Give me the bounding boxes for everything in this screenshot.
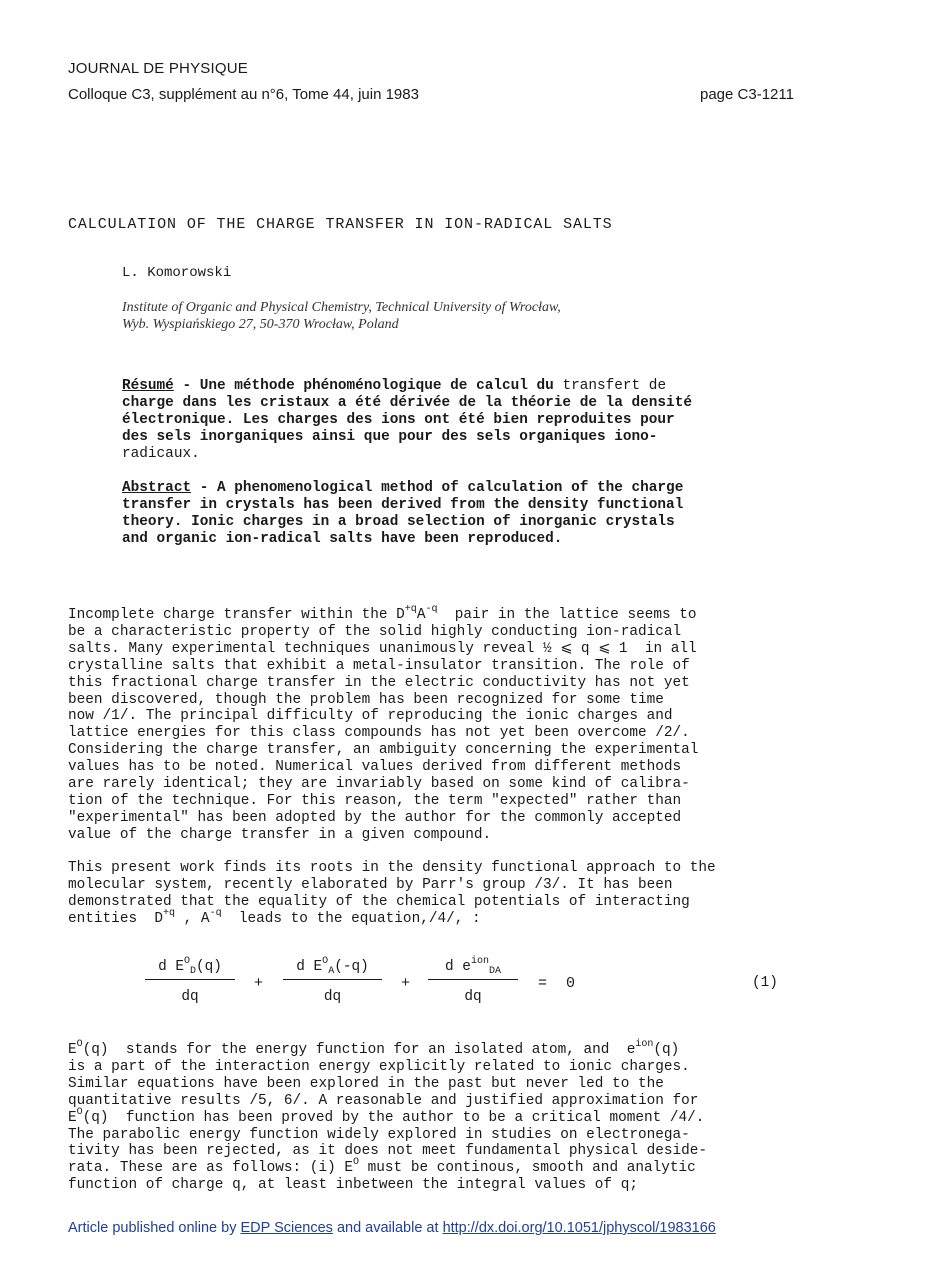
text-line: "experimental" has been adopted by the author for the commonly accepted — [68, 809, 682, 826]
eq-denominator: dq — [464, 989, 482, 1005]
text-line: values has to be noted. Numerical values derived from different methods — [68, 759, 682, 776]
text-run: (q) function has been proved by the author to be a critical moment /4/. — [82, 1109, 705, 1126]
superscript: O — [76, 1039, 83, 1050]
text-line: demonstrated that the equality of the chemical potentials of interacting — [68, 893, 690, 910]
text-line: been discovered, though the problem has been recognized for some time — [68, 691, 664, 708]
body-paragraph — [68, 604, 699, 844]
fraction-bar — [283, 979, 382, 980]
paper-title: CALCULATION OF THE CHARGE TRANSFER IN ION-RADICAL SALTS — [68, 216, 613, 233]
eq-text: d e — [445, 959, 471, 975]
body-paragraph — [68, 860, 716, 928]
text-run: must be continous, smooth and analytic — [359, 1160, 696, 1177]
text-line: crystalline salts that exhibit a metal-insulator transition. The role of — [68, 657, 690, 674]
superscript: +q — [163, 907, 176, 919]
text-line: function of charge q, at least inbetween the integral values of q; — [68, 1177, 638, 1194]
fraction-bar — [428, 979, 518, 980]
text-line: tion of the technique. For this reason, the term "expected" rather than — [68, 792, 682, 809]
text-line: this fractional charge transfer in the electric conductivity has not yet — [68, 674, 690, 691]
equation-term-interaction — [428, 955, 518, 1008]
text-run: E — [68, 1109, 77, 1126]
text-line: Similar equations have been explored in the past but never led to the — [68, 1075, 664, 1092]
eq-denominator: dq — [181, 989, 199, 1005]
charge-range: ½ ⩽ q ⩽ 1 — [542, 640, 628, 657]
equation-term-donor — [145, 955, 235, 1008]
eq-sub: DA — [488, 966, 501, 977]
abstract-text: and organic ion-radical salts have been reproduced. — [122, 530, 563, 547]
equation-zero: 0 — [566, 975, 576, 992]
resume-block — [122, 378, 692, 463]
equation-term-acceptor — [283, 955, 382, 1008]
superscript: -q — [209, 907, 222, 919]
eq-sup: O — [322, 956, 329, 967]
text-line: be a characteristic property of the solid highly conducting ion-radical — [68, 623, 682, 640]
affiliation-line: Wyb. Wyspiańskiego 27, 50-370 Wrocław, Poland — [122, 317, 399, 332]
resume-text: - Une méthode phénoménologique de calcul du — [173, 378, 563, 394]
eq-denominator: dq — [323, 989, 342, 1005]
plus-sign: + — [254, 975, 264, 992]
eq-sup: ion — [470, 956, 489, 967]
resume-text: des sels inorganiques ainsi que pour des sels organiques iono- — [122, 428, 658, 445]
text-line: Considering the charge transfer, an ambiguity concerning the experimental — [68, 742, 699, 759]
text-line: This present work finds its roots in the density functional approach to the — [68, 860, 716, 876]
fraction-bar — [145, 979, 235, 980]
footer-text: and available at — [332, 1220, 443, 1236]
abstract-block — [122, 480, 683, 548]
eq-text: d E — [158, 959, 184, 975]
resume-text: transfert de — [562, 378, 667, 394]
abstract-label: Abstract — [122, 480, 192, 496]
text-line: tivity has been rejected, as it does not meet fundamental physical deside- — [68, 1143, 708, 1160]
resume-label: Résumé — [122, 378, 174, 394]
text-line: are rarely identical; they are invariably based on some kind of calibra- — [68, 776, 690, 793]
text-run: (q) stands for the energy function for an isolated atom, and e — [82, 1042, 636, 1058]
text-line: now /1/. The principal difficulty of reproducing the ionic charges and — [68, 708, 673, 725]
abstract-text: - A phenomenological method of calculation of the charge — [191, 480, 684, 496]
superscript: +q — [404, 604, 417, 615]
abstract-text: transfer in crystals has been derived from the density functional — [122, 496, 684, 513]
text-run: Incomplete charge transfer within the D — [68, 607, 405, 623]
colloque-info: Colloque C3, supplément au n°6, Tome 44, juin 1983 — [68, 86, 419, 103]
superscript: ion — [635, 1039, 654, 1050]
abstract-text: theory. Ionic charges in a broad selection of inorganic crystals — [122, 513, 675, 530]
resume-text: électronique. Les charges des ions ont été bien reproduites pour — [122, 411, 675, 428]
eq-text: d E — [296, 959, 323, 975]
edp-sciences-link[interactable]: EDP Sciences — [240, 1220, 333, 1236]
resume-text: charge dans les cristaux a été dérivée de la théorie de la densité — [122, 394, 692, 411]
eq-sub: D — [190, 966, 197, 977]
doi-link[interactable]: http://dx.doi.org/10.1051/jphyscol/1983166 — [442, 1220, 716, 1236]
equals-sign: = — [538, 975, 548, 992]
text-line: The parabolic energy function widely explored in studies on electronega- — [68, 1126, 690, 1143]
equation-number: (1) — [752, 975, 778, 991]
body-paragraph — [68, 1039, 708, 1194]
publication-footer — [68, 1220, 716, 1236]
journal-name: JOURNAL DE PHYSIQUE — [68, 60, 248, 77]
resume-text: radicaux. — [122, 445, 200, 462]
text-run: leads to the equation,/4/, : — [221, 910, 481, 927]
text-run: A — [416, 607, 426, 623]
author-name: L. Komorowski — [122, 265, 232, 281]
eq-sup: O — [183, 956, 190, 967]
text-run: (q) — [653, 1042, 680, 1058]
text-run: in all — [627, 640, 697, 657]
text-line: quantitative results /5, 6/. A reasonable and justified approximation for — [68, 1092, 699, 1109]
text-run: salts. Many experimental techniques unanimously reveal — [68, 640, 543, 657]
affiliation — [122, 299, 561, 333]
text-line: value of the charge transfer in a given compound. — [68, 826, 492, 843]
text-run: , A — [175, 910, 210, 927]
eq-text: (-q) — [334, 959, 369, 975]
page-number: page C3-1211 — [700, 86, 794, 103]
text-run: E — [68, 1042, 77, 1058]
eq-text: (q) — [196, 959, 222, 975]
plus-sign: + — [401, 975, 411, 992]
superscript: O — [352, 1157, 359, 1169]
text-line: is a part of the interaction energy explicitly related to ionic charges. — [68, 1058, 690, 1075]
text-line: lattice energies for this class compounds has not yet been overcome /2/. — [68, 725, 690, 742]
superscript: -q — [425, 604, 438, 615]
text-line: molecular system, recently elaborated by Parr's group /3/. It has been — [68, 876, 673, 893]
text-run: rata. These are as follows: (i) E — [68, 1160, 353, 1177]
text-run: pair in the lattice seems to — [437, 607, 697, 623]
eq-sub: A — [328, 966, 335, 977]
footer-text: Article published online by — [68, 1220, 241, 1236]
affiliation-line: Institute of Organic and Physical Chemistry, Technical University of Wrocław, — [122, 300, 561, 315]
text-run: entities D — [68, 910, 163, 927]
superscript: O — [76, 1106, 83, 1118]
